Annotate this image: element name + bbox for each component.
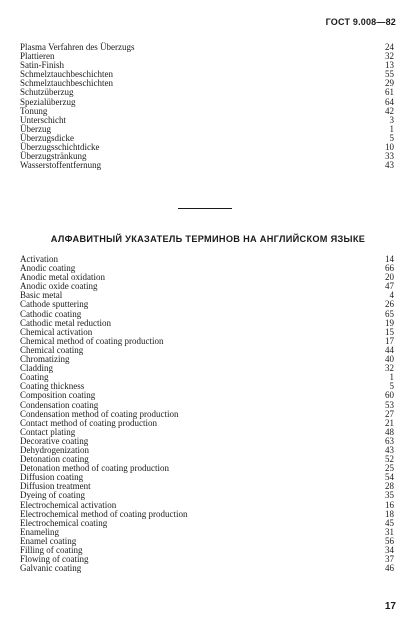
index-page-ref: 66 [385,263,394,274]
index-term: Schmelztauchbeschichten [20,78,113,89]
index-page-ref: 31 [385,526,394,537]
index-term: Überzugstränkung [20,151,87,162]
index-term: Diffusion coating [20,472,84,483]
index-term: Electrochemical method of coating production [20,508,188,519]
index-page-ref: 25 [385,463,394,474]
index-page-ref: 34 [385,545,394,555]
index-term: Activation [20,254,58,264]
section-divider [178,208,232,209]
index-term: Condensation method of coating production [20,408,179,419]
index-term: Condensation coating [20,399,99,410]
index-page-ref: 44 [385,344,394,355]
index-page-ref: 3 [389,114,394,125]
index-entry [20,79,394,88]
index-term: Chemical coating [20,344,84,355]
index-term: Dehydrogenization [20,444,89,455]
index-page-ref: 55 [385,69,394,80]
index-page-ref: 5 [389,381,394,392]
index-term: Anodic oxide coating [20,281,98,292]
index-term: Cladding [20,363,53,374]
index-page-ref: 21 [385,417,394,428]
index-term: Filling of coating [20,545,83,555]
index-entry [20,161,394,170]
index-page-ref: 14 [385,254,394,264]
index-entry [20,98,394,107]
index-term: Überzug [20,123,51,134]
index-term: Plasma Verfahren des Überzugs [20,42,135,52]
index-term: Electrochemical activation [20,499,117,510]
index-page-ref: 60 [385,390,394,401]
index-page-ref: 42 [385,105,394,116]
index-term: Schutzüberzug [20,87,74,98]
index-term: Detonation coating [20,454,89,465]
index-page-ref: 46 [385,563,394,574]
index-term: Contact plating [20,426,76,437]
index-term: Tonung [20,105,48,116]
german-terms-list [20,43,394,170]
index-entry [20,255,394,264]
index-term: Satin-Finish [20,60,65,71]
index-page-ref: 63 [385,435,394,446]
index-page-ref: 1 [389,123,394,134]
index-term: Spezialüberzug [20,96,76,107]
index-term: Anodic metal oxidation [20,272,105,283]
index-entry [20,116,394,125]
index-page-ref: 64 [385,96,394,107]
index-page-ref: 26 [385,299,394,310]
index-term: Enamel coating [20,535,77,546]
index-page-ref: 61 [385,87,394,98]
index-page-ref: 5 [389,132,394,143]
index-page-ref: 56 [385,535,394,546]
index-entry [20,564,394,573]
index-entry [20,528,394,537]
index-page-ref: 24 [385,42,394,52]
index-page-ref: 4 [389,290,394,301]
index-term: Electrochemical coating [20,517,108,528]
index-page-ref: 1 [389,372,394,383]
index-term: Diffusion treatment [20,481,91,492]
index-entry [20,519,394,528]
index-page-ref: 52 [385,454,394,465]
index-term: Chromatizing [20,354,70,365]
index-term: Cathodic metal reduction [20,317,111,328]
index-term: Überzugsdicke [20,132,74,143]
index-page-ref: 45 [385,517,394,528]
index-term: Coating thickness [20,381,85,392]
index-term: Schmelztauchbeschichten [20,69,113,80]
index-page-ref: 40 [385,354,394,365]
index-term: Unterschicht [20,114,66,125]
index-entry [20,282,394,291]
index-page-ref: 27 [385,408,394,419]
index-page-ref: 16 [385,499,394,510]
index-term: Coating [20,372,49,383]
index-term: Decorative coating [20,435,89,446]
index-page-ref: 19 [385,317,394,328]
index-entry [20,43,394,52]
english-terms-list [20,255,394,573]
index-page-ref: 10 [385,142,394,153]
index-page-ref: 37 [385,554,394,565]
document-header: ГОСТ 9.008—82 [325,17,396,27]
index-page-ref: 43 [385,160,394,171]
index-term: Detonation method of coating production [20,463,169,474]
index-page-ref: 29 [385,78,394,89]
index-page-ref: 28 [385,481,394,492]
page-number: 17 [384,601,396,612]
index-term: Dyeing of coating [20,490,85,501]
index-entry [20,107,394,116]
index-page-ref: 48 [385,426,394,437]
index-page-ref: 13 [385,60,394,71]
index-page-ref: 18 [385,508,394,519]
index-entry [20,125,394,134]
index-page-ref: 32 [385,51,394,62]
index-entry [20,355,394,364]
index-page-ref: 33 [385,151,394,162]
index-entry [20,364,394,373]
index-term: Enameling [20,526,59,537]
index-page-ref: 47 [385,281,394,292]
index-page-ref: 20 [385,272,394,283]
index-term: Anodic coating [20,263,76,274]
index-page-ref: 65 [385,308,394,319]
index-term: Cathodic coating [20,308,82,319]
index-entry [20,419,394,428]
index-page-ref: 35 [385,490,394,501]
index-page-ref: 32 [385,363,394,374]
index-entry [20,346,394,355]
index-entry [20,52,394,61]
index-term: Chemical activation [20,326,93,337]
section-title: АЛФАВИТНЫЙ УКАЗАТЕЛЬ ТЕРМИНОВ НА АНГЛИЙСКОМ ЯЗЫКЕ [50,234,366,244]
index-page-ref: 53 [385,399,394,410]
index-page-ref: 54 [385,472,394,483]
index-term: Überzugsschichtdicke [20,142,100,153]
index-term: Cathode sputtering [20,299,89,310]
index-page-ref: 15 [385,326,394,337]
index-term: Basic metal [20,290,63,301]
index-entry [20,88,394,97]
index-term: Flowing of coating [20,554,89,565]
index-term: Contact method of coating production [20,417,157,428]
index-term: Chemical method of coating production [20,335,164,346]
index-term: Plattieren [20,51,55,62]
index-page-ref: 43 [385,444,394,455]
index-term: Galvanic coating [20,563,82,574]
index-term: Wasserstoffentfernung [20,160,102,171]
index-page-ref: 17 [385,335,394,346]
index-term: Composition coating [20,390,96,401]
